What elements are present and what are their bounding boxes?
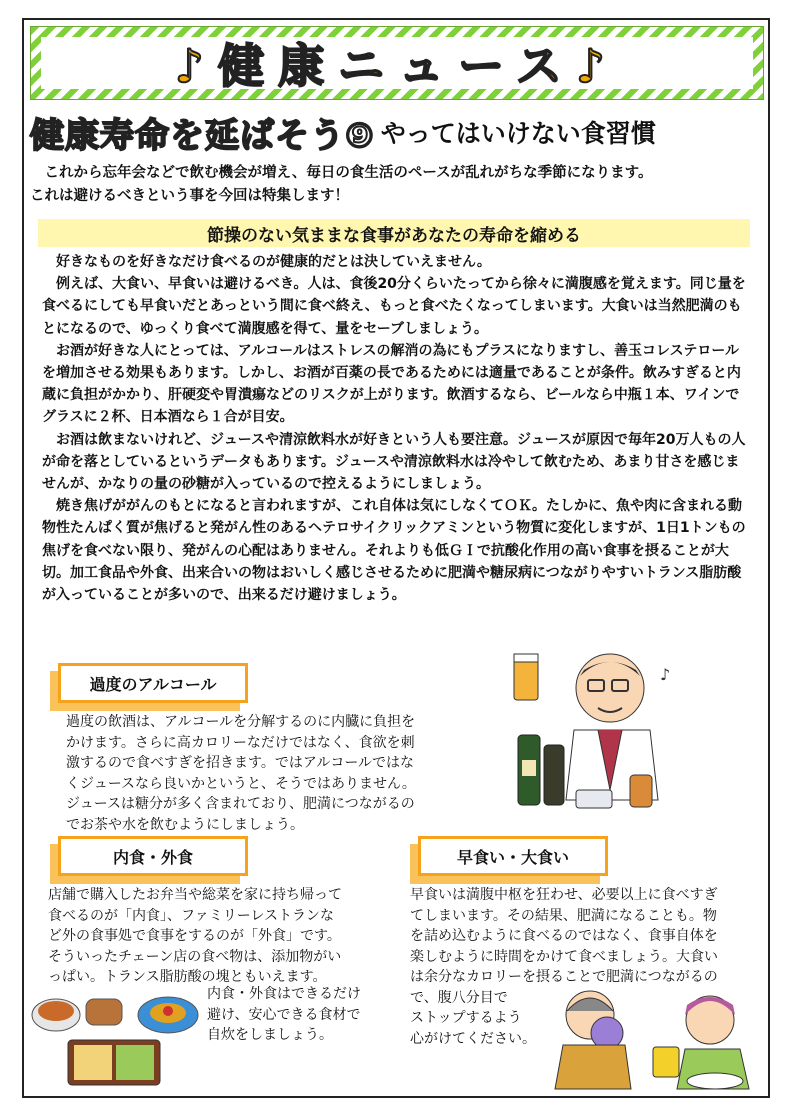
subtitle-side: やってはいけない食習慣 — [380, 119, 656, 148]
intro-text — [30, 162, 760, 208]
text-line: 早食いは満腹中枢を狂わせ、必要以上に食べすぎ — [410, 887, 718, 903]
banner-title: ♪健康ニュース♪ — [174, 39, 620, 93]
alcohol-tag: 過度のアルコール — [58, 663, 248, 703]
text-line: を詰め込むように食べるのではなく、食事自体を — [410, 928, 718, 944]
body-paragraph: 例えば、大食い、早食いは避けるべき。人は、食後20分くらいたってから徐々に満腹感を覚えます。同じ量を食べるにしても早食いだとあっという間に食べ終え、もっと食べたくなってしまいます。大食いは当然肥満のもとになるので、ゆっくり食べて満腹感を得て、量をセーブしましょう。 — [42, 276, 746, 337]
fasteat-tag: 早食い・大食い — [418, 836, 608, 876]
article-body — [42, 251, 746, 606]
eatout-text — [48, 885, 408, 988]
text-line: 心がけてください。 — [410, 1030, 536, 1047]
intro-line: これから忘年会などで飲む機会が増え、毎日の食生活のペースが乱れがちな季節になります。 — [30, 165, 653, 181]
eating-people-illustration — [545, 985, 760, 1090]
body-paragraph: 好きなものを好きなだけ食べるのが健康的だとは決していえません。 — [56, 254, 491, 270]
header-banner — [30, 26, 764, 100]
text-line: くジュースなら良いかというと、そうではありません。 — [66, 775, 416, 792]
subtitle-main: 健康寿命を延ばそう⑨ — [30, 115, 375, 156]
section-heading: 節操のない気ままな食事があなたの寿命を縮める — [38, 219, 750, 247]
body-paragraph: お酒が好きな人にとっては、アルコールはストレスの解消の為にもプラスになりますし、善玉コレステロールを増加させる効果もあります。しかし、お酒が百薬の長であるためには適量であることが条件。飲みすぎると内蔵に負担がかかり、肝硬変や胃潰瘍などのリスクが上がります。飲酒するなら、ビールなら中瓶１本、ワインでグラスに２杯、日本酒なら１合が目安。 — [42, 342, 741, 426]
body-paragraph: お酒は飲まないけれど、ジュースや清涼飲料水が好きという人も要注意。ジュースが原因で毎年20万人もの人が命を落としているというデータもあります。ジュースや清涼飲料水は冷やして飲むため、あまり甘さを感じませんが、かなりの量の砂糖が入っているので控えるようにしましょう。 — [42, 431, 746, 493]
eatout-tag: 内食・外食 — [58, 836, 248, 876]
text-line: 楽しむように時間をかけて食べましょう。大食い — [410, 948, 718, 965]
food-illustration — [28, 985, 203, 1090]
text-line: 食べるのが「内食」、ファミリーレストランな — [48, 907, 335, 924]
text-line: かけます。さらに高カロリーなだけではなく、食欲を刺 — [66, 734, 415, 751]
text-line: ど外の食事処で食事をするのが「外食」です。 — [48, 928, 341, 944]
text-line: 激するので食べすぎを招きます。ではアルコールではな — [66, 755, 415, 771]
subtitle-bar — [30, 108, 766, 156]
eatout-text-2 — [207, 984, 397, 1046]
text-line: ジュースは糖分が多く含まれており、肥満につながるの — [66, 796, 415, 812]
text-line: 店舗で購入したお弁当や総菜を家に持ち帰って — [48, 887, 342, 903]
intro-line: これは避けるべきという事を今回は特集します！ — [30, 188, 349, 204]
text-line: 内食・外食はできるだけ — [207, 986, 361, 1002]
text-line: っぱい。トランス脂肪酸の塊ともいえます。 — [48, 969, 327, 985]
text-line: ストップするよう — [410, 1010, 522, 1026]
text-line: 避け、安心できる食材で — [207, 1006, 361, 1023]
alcohol-text — [66, 712, 486, 835]
drinking-man-illustration — [500, 640, 680, 820]
text-line: 自炊をしましょう。 — [207, 1027, 333, 1043]
text-line: は余分なカロリーを摂ることで肥満につながるの — [410, 969, 718, 985]
text-line: てしまいます。その結果、肥満になることも。物 — [410, 907, 717, 924]
text-line: で、腹八分目で — [410, 989, 508, 1006]
music-note-icon: ♪ — [660, 665, 671, 684]
body-paragraph: 焼き焦げががんのもとになると言われますが、これ自体は気にしなくてＯＫ。たしかに、魚や肉に含まれる動物性たんぱく質が焦げると発がん性のあるヘテロサイクリックアミンという物質に変化しますが、1日1トンもの焦げを食べない限り、発がんの心配はありません。それよりも低ＧＩで抗酸化作用の高い食事を摂ることが大切。加工食品や外食、出来合いの物はおいしく感じさせるために肥満や糖尿病につながりやすいトランス脂肪酸が入っていることが多いので、出来るだけ避けましょう。 — [42, 498, 746, 604]
text-line: 過度の飲酒は、アルコールを分解するのに内臓に負担を — [66, 714, 416, 730]
text-line: そういったチェーン店の食べ物は、添加物がい — [48, 948, 342, 965]
text-line: でお茶や水を飲むようにしましょう。 — [66, 816, 304, 833]
